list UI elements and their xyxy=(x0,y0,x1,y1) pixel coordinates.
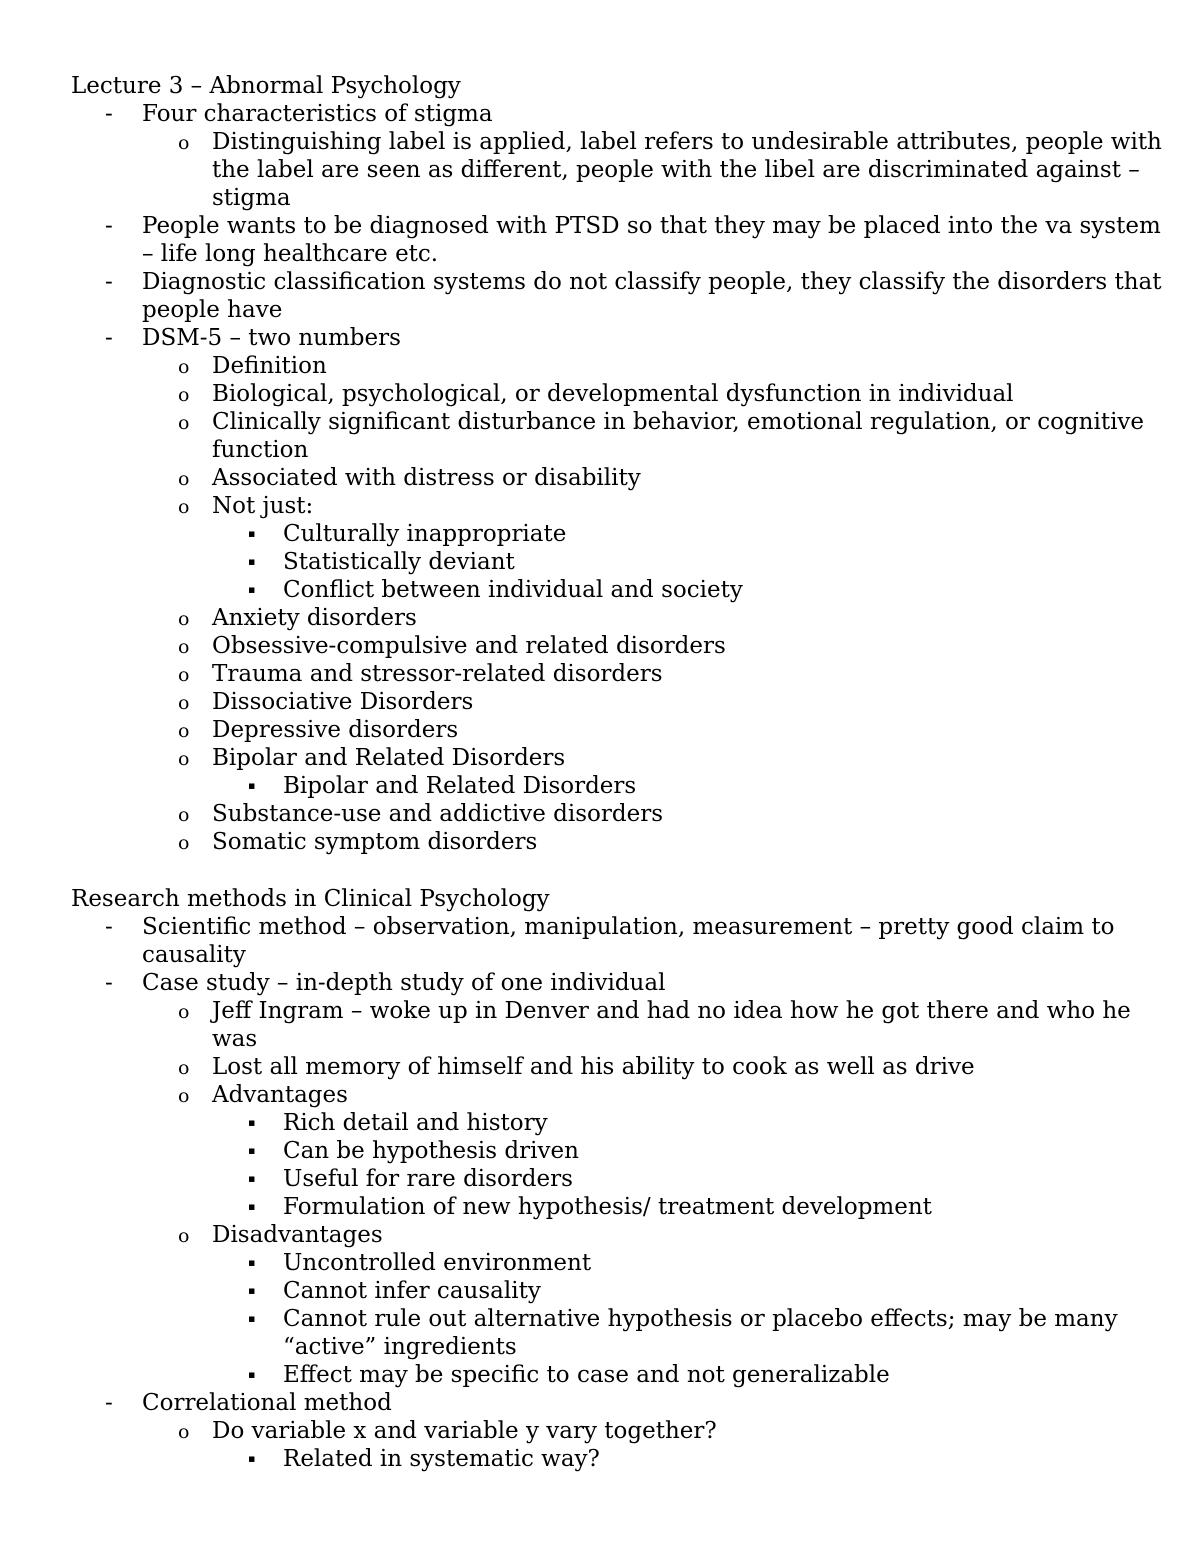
bullet-marker: - xyxy=(105,325,113,351)
list-item-text: Useful for rare disorders xyxy=(283,1166,573,1192)
list-item xyxy=(71,548,1171,576)
list-item xyxy=(71,1277,1171,1305)
list-item xyxy=(71,913,1171,969)
list-item xyxy=(71,1389,1171,1417)
bullet-marker: o xyxy=(178,636,190,658)
list-item xyxy=(71,1137,1171,1165)
list-item xyxy=(71,1165,1171,1193)
list-item-text: Bipolar and Related Disorders xyxy=(283,773,637,799)
bullet-marker: o xyxy=(178,1225,190,1247)
bullet-marker: - xyxy=(105,914,113,940)
list-item-text: Depressive disorders xyxy=(212,717,459,743)
list-item xyxy=(71,1221,1171,1249)
list-item xyxy=(71,800,1171,828)
bullet-marker: o xyxy=(178,1085,190,1107)
list-item-text: Not just: xyxy=(212,493,314,519)
bullet-list xyxy=(71,913,1171,1473)
list-item xyxy=(71,324,1171,352)
bullet-marker: o xyxy=(178,412,190,434)
list-item-text: People wants to be diagnosed with PTSD so that they may be placed into the va system – life long healthcare etc. xyxy=(142,213,1161,267)
bullet-marker: o xyxy=(178,608,190,630)
bullet-marker: o xyxy=(178,356,190,378)
list-item-text: Effect may be specific to case and not generalizable xyxy=(283,1362,890,1388)
bullet-marker: o xyxy=(178,748,190,770)
list-item-text: Somatic symptom disorders xyxy=(212,829,538,855)
list-item xyxy=(71,1445,1171,1473)
bullet-marker: ▪ xyxy=(248,1116,256,1129)
list-item xyxy=(71,1305,1171,1361)
list-item-text: Bipolar and Related Disorders xyxy=(212,745,566,771)
bullet-marker: o xyxy=(178,832,190,854)
bullet-marker: o xyxy=(178,468,190,490)
section-lecture-3 xyxy=(71,72,1171,856)
list-item-text: Cannot infer causality xyxy=(283,1278,541,1304)
list-item xyxy=(71,1417,1171,1445)
list-item xyxy=(71,772,1171,800)
list-item-text: Anxiety disorders xyxy=(212,605,417,631)
list-item-text: Clinically significant disturbance in behavior, emotional regulation, or cognitive function xyxy=(212,409,1145,463)
list-item-text: Case study – in-depth study of one individual xyxy=(142,970,666,996)
list-item-text: Formulation of new hypothesis/ treatment development xyxy=(283,1194,932,1220)
list-item-text: Lost all memory of himself and his ability to cook as well as drive xyxy=(212,1054,975,1080)
list-item-text: Advantages xyxy=(212,1082,348,1108)
list-item-text: Can be hypothesis driven xyxy=(283,1138,579,1164)
list-item-text: Related in systematic way? xyxy=(283,1446,600,1472)
list-item xyxy=(71,464,1171,492)
list-item-text: Distinguishing label is applied, label refers to undesirable attributes, people with the label are seen as different, people with the libel are discriminated against – stigma xyxy=(212,129,1162,211)
list-item-text: Associated with distress or disability xyxy=(212,465,641,491)
bullet-marker: ▪ xyxy=(248,1312,256,1325)
bullet-marker: o xyxy=(178,1057,190,1079)
list-item-text: Correlational method xyxy=(142,1390,392,1416)
list-item-text: Dissociative Disorders xyxy=(212,689,474,715)
list-item xyxy=(71,520,1171,548)
list-item-text: Culturally inappropriate xyxy=(283,521,567,547)
list-item xyxy=(71,1109,1171,1137)
bullet-marker: ▪ xyxy=(248,1284,256,1297)
bullet-marker: - xyxy=(105,101,113,127)
list-item-text: Four characteristics of stigma xyxy=(142,101,493,127)
section-title: Lecture 3 – Abnormal Psychology xyxy=(71,73,461,99)
bullet-marker: - xyxy=(105,269,113,295)
list-item-text: Scientific method – observation, manipulation, measurement – pretty good claim to causality xyxy=(142,914,1115,968)
list-item xyxy=(71,352,1171,380)
list-item xyxy=(71,688,1171,716)
bullet-marker: o xyxy=(178,664,190,686)
bullet-marker: o xyxy=(178,132,190,154)
list-item xyxy=(71,268,1171,324)
list-item xyxy=(71,1193,1171,1221)
bullet-marker: - xyxy=(105,1390,113,1416)
list-item-text: Cannot rule out alternative hypothesis or placebo effects; may be many “active” ingredients xyxy=(283,1306,1118,1360)
list-item-text: Jeff Ingram – woke up in Denver and had no idea how he got there and who he was xyxy=(212,998,1131,1052)
list-item-text: DSM-5 – two numbers xyxy=(142,325,401,351)
list-item xyxy=(71,128,1171,212)
bullet-marker: o xyxy=(178,804,190,826)
bullet-marker: o xyxy=(178,692,190,714)
list-item-text: Definition xyxy=(212,353,327,379)
list-item-text: Conflict between individual and society xyxy=(283,577,743,603)
list-item xyxy=(71,492,1171,520)
list-item xyxy=(71,604,1171,632)
list-item xyxy=(71,212,1171,268)
section-research-methods xyxy=(71,885,1171,1473)
list-item-text: Disadvantages xyxy=(212,1222,383,1248)
bullet-list xyxy=(71,100,1171,856)
bullet-marker: o xyxy=(178,384,190,406)
section-title: Research methods in Clinical Psychology xyxy=(71,886,550,912)
list-item-text: Biological, psychological, or developmental dysfunction in individual xyxy=(212,381,1014,407)
list-item-text: Do variable x and variable y vary together? xyxy=(212,1418,717,1444)
bullet-marker: ▪ xyxy=(248,1452,256,1465)
bullet-marker: o xyxy=(178,1421,190,1443)
list-item xyxy=(71,1249,1171,1277)
bullet-marker: ▪ xyxy=(248,779,256,792)
bullet-marker: ▪ xyxy=(248,1200,256,1213)
list-item xyxy=(71,408,1171,464)
bullet-marker: - xyxy=(105,213,113,239)
list-item xyxy=(71,828,1171,856)
list-item xyxy=(71,100,1171,128)
list-item xyxy=(71,744,1171,772)
bullet-marker: ▪ xyxy=(248,1172,256,1185)
bullet-marker: ▪ xyxy=(248,555,256,568)
list-item-text: Statistically deviant xyxy=(283,549,515,575)
bullet-marker: ▪ xyxy=(248,1256,256,1269)
bullet-marker: - xyxy=(105,970,113,996)
bullet-marker: ▪ xyxy=(248,583,256,596)
list-item-text: Substance-use and addictive disorders xyxy=(212,801,663,827)
bullet-marker: o xyxy=(178,496,190,518)
bullet-marker: o xyxy=(178,720,190,742)
bullet-marker: o xyxy=(178,1001,190,1023)
bullet-marker: ▪ xyxy=(248,527,256,540)
list-item xyxy=(71,576,1171,604)
list-item xyxy=(71,632,1171,660)
list-item-text: Diagnostic classification systems do not classify people, they classify the disorders that people have xyxy=(142,269,1162,323)
list-item-text: Obsessive-compulsive and related disorders xyxy=(212,633,726,659)
list-item xyxy=(71,1053,1171,1081)
bullet-marker: ▪ xyxy=(248,1144,256,1157)
list-item-text: Rich detail and history xyxy=(283,1110,548,1136)
list-item xyxy=(71,380,1171,408)
list-item xyxy=(71,716,1171,744)
bullet-marker: ▪ xyxy=(248,1368,256,1381)
list-item xyxy=(71,660,1171,688)
list-item-text: Trauma and stressor-related disorders xyxy=(212,661,663,687)
list-item xyxy=(71,997,1171,1053)
list-item xyxy=(71,1081,1171,1109)
list-item-text: Uncontrolled environment xyxy=(283,1250,592,1276)
list-item xyxy=(71,969,1171,997)
list-item xyxy=(71,1361,1171,1389)
